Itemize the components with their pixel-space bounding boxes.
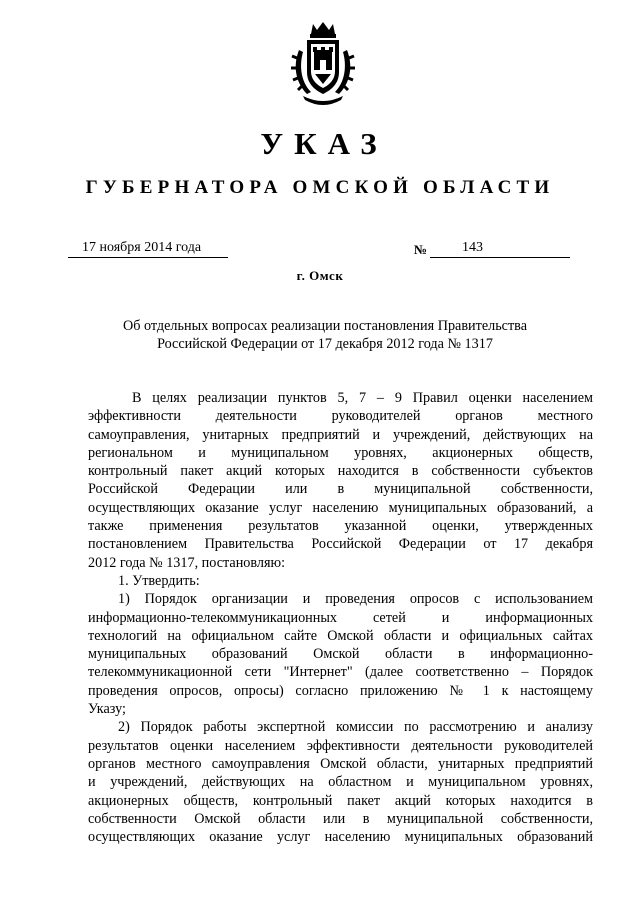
body-line: осуществляющих оказание услуг населению муниципальных образований, а	[88, 499, 593, 516]
body-line: 1) Порядок организации и проведения опросов с использованием	[118, 591, 593, 608]
document-heading	[80, 317, 570, 353]
body-line: 1. Утвердить:	[118, 572, 200, 589]
body-line: собственности Омской области или в муниципальной собственности,	[88, 810, 593, 827]
body-line: 2) Порядок работы экспертной комиссии по рассмотрению и анализу	[118, 719, 593, 736]
body-line: постановлением Правительства Российской Федерации от 17 декабря	[88, 536, 593, 553]
heading-line: Об отдельных вопросах реализации постановления Правительства	[122, 318, 527, 334]
body-line: также применения результатов указанной оценки, утвержденных	[88, 518, 593, 535]
body-line: телекоммуникационной сети "Интернет" (далее соответственно – Порядок	[88, 664, 593, 681]
body-line: эффективности деятельности руководителей органов местного	[88, 408, 593, 425]
document-number: 143	[430, 239, 570, 258]
body-line: органов местного самоуправления Омской области, унитарных предприятий	[88, 755, 593, 772]
body-line: муниципальных образований Омской области в информационно-	[88, 646, 593, 663]
document-number-label: №	[414, 242, 428, 257]
body-line: Российской Федерации или в муниципальной собственности,	[88, 481, 593, 498]
document-date: 17 ноября 2014 года	[68, 239, 228, 258]
body-line: 2012 года № 1317, постановляю:	[88, 554, 286, 571]
body-line: информационно-телекоммуникационных сетей и информационных	[88, 609, 593, 626]
body-line: результатов оценки населением эффективности деятельности руководителей	[88, 737, 593, 754]
document-title: УКАЗ	[260, 126, 388, 161]
heading-line: Российской Федерации от 17 декабря 2012 года № 1317	[157, 336, 493, 352]
document-subtitle: ГУБЕРНАТОРА ОМСКОЙ ОБЛАСТИ	[85, 177, 555, 198]
document-city: г. Омск	[296, 268, 344, 283]
body-line: самоуправления, унитарных предприятий и учреждений, действующих на	[88, 426, 593, 443]
body-line: региональном и муниципальном уровнях, акционерных обществ,	[88, 444, 593, 461]
body-line: В целях реализации пунктов 5, 7 – 9 Правил оценки населением	[132, 390, 593, 406]
body-line: контрольный пакет акций которых находится в собственности субъектов	[88, 463, 593, 480]
body-line: проведения опросов, опросы) согласно приложению № 1 к настоящему	[88, 682, 593, 699]
body-line: технологий на официальном сайте Омской области и официальных сайтах	[88, 627, 593, 644]
body-line: акционерных обществ, контрольный пакет акций которых находится в	[88, 792, 593, 809]
body-line: осуществляющих оказание услуг населению муниципальных образований	[88, 829, 593, 846]
omsk-region-coat-of-arms-icon	[289, 20, 357, 106]
body-line: Указу;	[88, 701, 126, 718]
document-body	[88, 389, 593, 846]
body-line: и учреждений, действующих на областном и муниципальном уровнях,	[88, 774, 593, 791]
